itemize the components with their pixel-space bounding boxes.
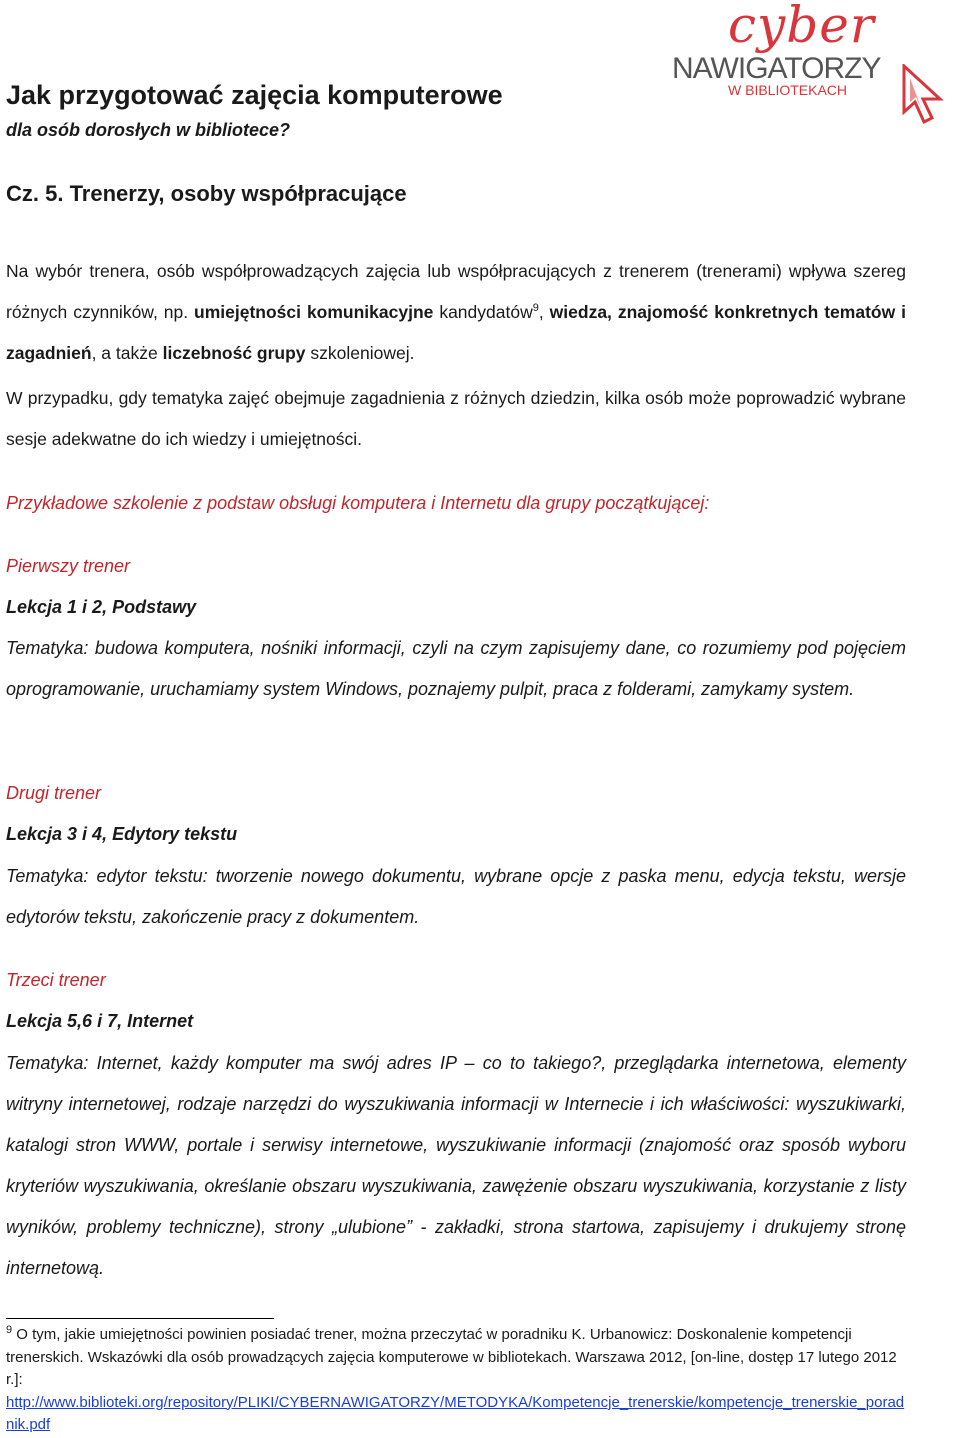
trainer-3-topic: Tematyka: Internet, każdy komputer ma swój adres IP – co to takiego?, przeglądarka internetowa, elementy witryny internetowej, rodzaje narzędzi do wyszukiwania informacji w Internecie i ich właściwości: wyszukiwarki, katalogi stron WWW, portale i serwisy internetowe, wyszukiwanie informacji (znajomość oraz sposób wyboru kryteriów wyszukiwania, określanie obszaru wyszukiwania, zawężenie obszaru wyszukiwania, korzystanie z listy wyników, problemy techniczne), strony „ulubione” - zakładki, strona startowa, zapisujemy i drukujemy stronę internetową. bbox=[6, 1053, 906, 1278]
footnote-reference: 9 bbox=[532, 302, 539, 315]
intro-bold-knowledge: wiedza, znajomość konkretnych tematów i zagadnień bbox=[6, 302, 906, 363]
part-heading: Cz. 5. Trenerzy, osoby współpracujące bbox=[6, 181, 407, 206]
logo-nawigatorzy-text: NAWIGATORZY bbox=[672, 52, 881, 85]
trainer-2-topic: Tematyka: edytor tekstu: tworzenie nowego dokumentu, wybrane opcje z paska menu, edycja tekstu, wersje edytorów tekstu, zakończenie pracy z dokumentem. bbox=[6, 866, 906, 927]
footnote-number: 9 bbox=[6, 1324, 13, 1336]
cursor-arrow-icon bbox=[902, 64, 948, 126]
intro-text: , a także bbox=[91, 343, 163, 363]
intro-text: szkoleniowej. bbox=[305, 343, 415, 363]
intro-text: Na wybór trenera, osób współprowadzących zajęcia lub współpracujących z trenerem (trenerami) wpływa szereg różnych czynników, np. bbox=[6, 261, 906, 322]
intro-text: kandydatów bbox=[433, 302, 533, 322]
trainer-1-role: Pierwszy trener bbox=[6, 556, 131, 576]
document-subtitle: dla osób dorosłych w bibliotece? bbox=[6, 120, 291, 140]
intro-bold-group-size: liczebność grupy bbox=[162, 343, 306, 363]
intro-paragraph-2: W przypadku, gdy tematyka zajęć obejmuje zagadnienia z różnych dziedzin, kilka osób może poprowadzić wybrane sesje adekwatne do ich wiedzy i umiejętności. bbox=[6, 388, 906, 449]
trainer-3-role: Trzeci trener bbox=[6, 970, 106, 990]
trainer-3-lesson: Lekcja 5,6 i 7, Internet bbox=[6, 1011, 194, 1031]
logo-w-bibliotekach-text: W BIBLIOTEKACH bbox=[728, 82, 848, 98]
trainer-2-lesson: Lekcja 3 i 4, Edytory tekstu bbox=[6, 824, 238, 844]
example-heading: Przykładowe szkolenie z podstaw obsługi komputera i Internetu dla grupy początkującej: bbox=[6, 493, 710, 513]
footnote-separator bbox=[6, 1318, 274, 1319]
intro-paragraph-1 bbox=[6, 251, 906, 374]
intro-text: , bbox=[538, 302, 550, 322]
intro-bold-communication: umiejętności komunikacyjne bbox=[194, 302, 434, 322]
document-title: Jak przygotować zajęcia komputerowe bbox=[6, 80, 503, 110]
footnote-link[interactable]: http://www.biblioteki.org/repository/PLIKI/CYBERNAWIGATORZY/METODYKA/Kompetencje_trenerskie/kompetencje_trenerskie_poradnik.pdf bbox=[6, 1393, 905, 1433]
trainer-1-topic: Tematyka: budowa komputera, nośniki informacji, czyli na czym zapisujemy dane, co rozumiemy pod pojęciem oprogramowanie, uruchamiamy system Windows, poznajemy pulpit, praca z folderami, zamykamy system. bbox=[6, 638, 906, 699]
logo-cyber-text: cyber bbox=[728, 0, 875, 54]
footnote-text: O tym, jakie umiejętności powinien posiadać trener, można przeczytać w poradniku K. Urbanowicz: Doskonalenie kompetencji trenerskich. Wskazówki dla osób prowadzących zajęcia komputerowe w bibliotekach. Warszawa 2012, [on-line, dostęp 17 lutego 2012 r.]: bbox=[6, 1326, 897, 1388]
cybernawigatorzy-logo bbox=[668, 2, 950, 127]
trainer-1-lesson: Lekcja 1 i 2, Podstawy bbox=[6, 597, 197, 617]
trainer-2-role: Drugi trener bbox=[6, 783, 102, 803]
footnote-9 bbox=[6, 1324, 906, 1437]
